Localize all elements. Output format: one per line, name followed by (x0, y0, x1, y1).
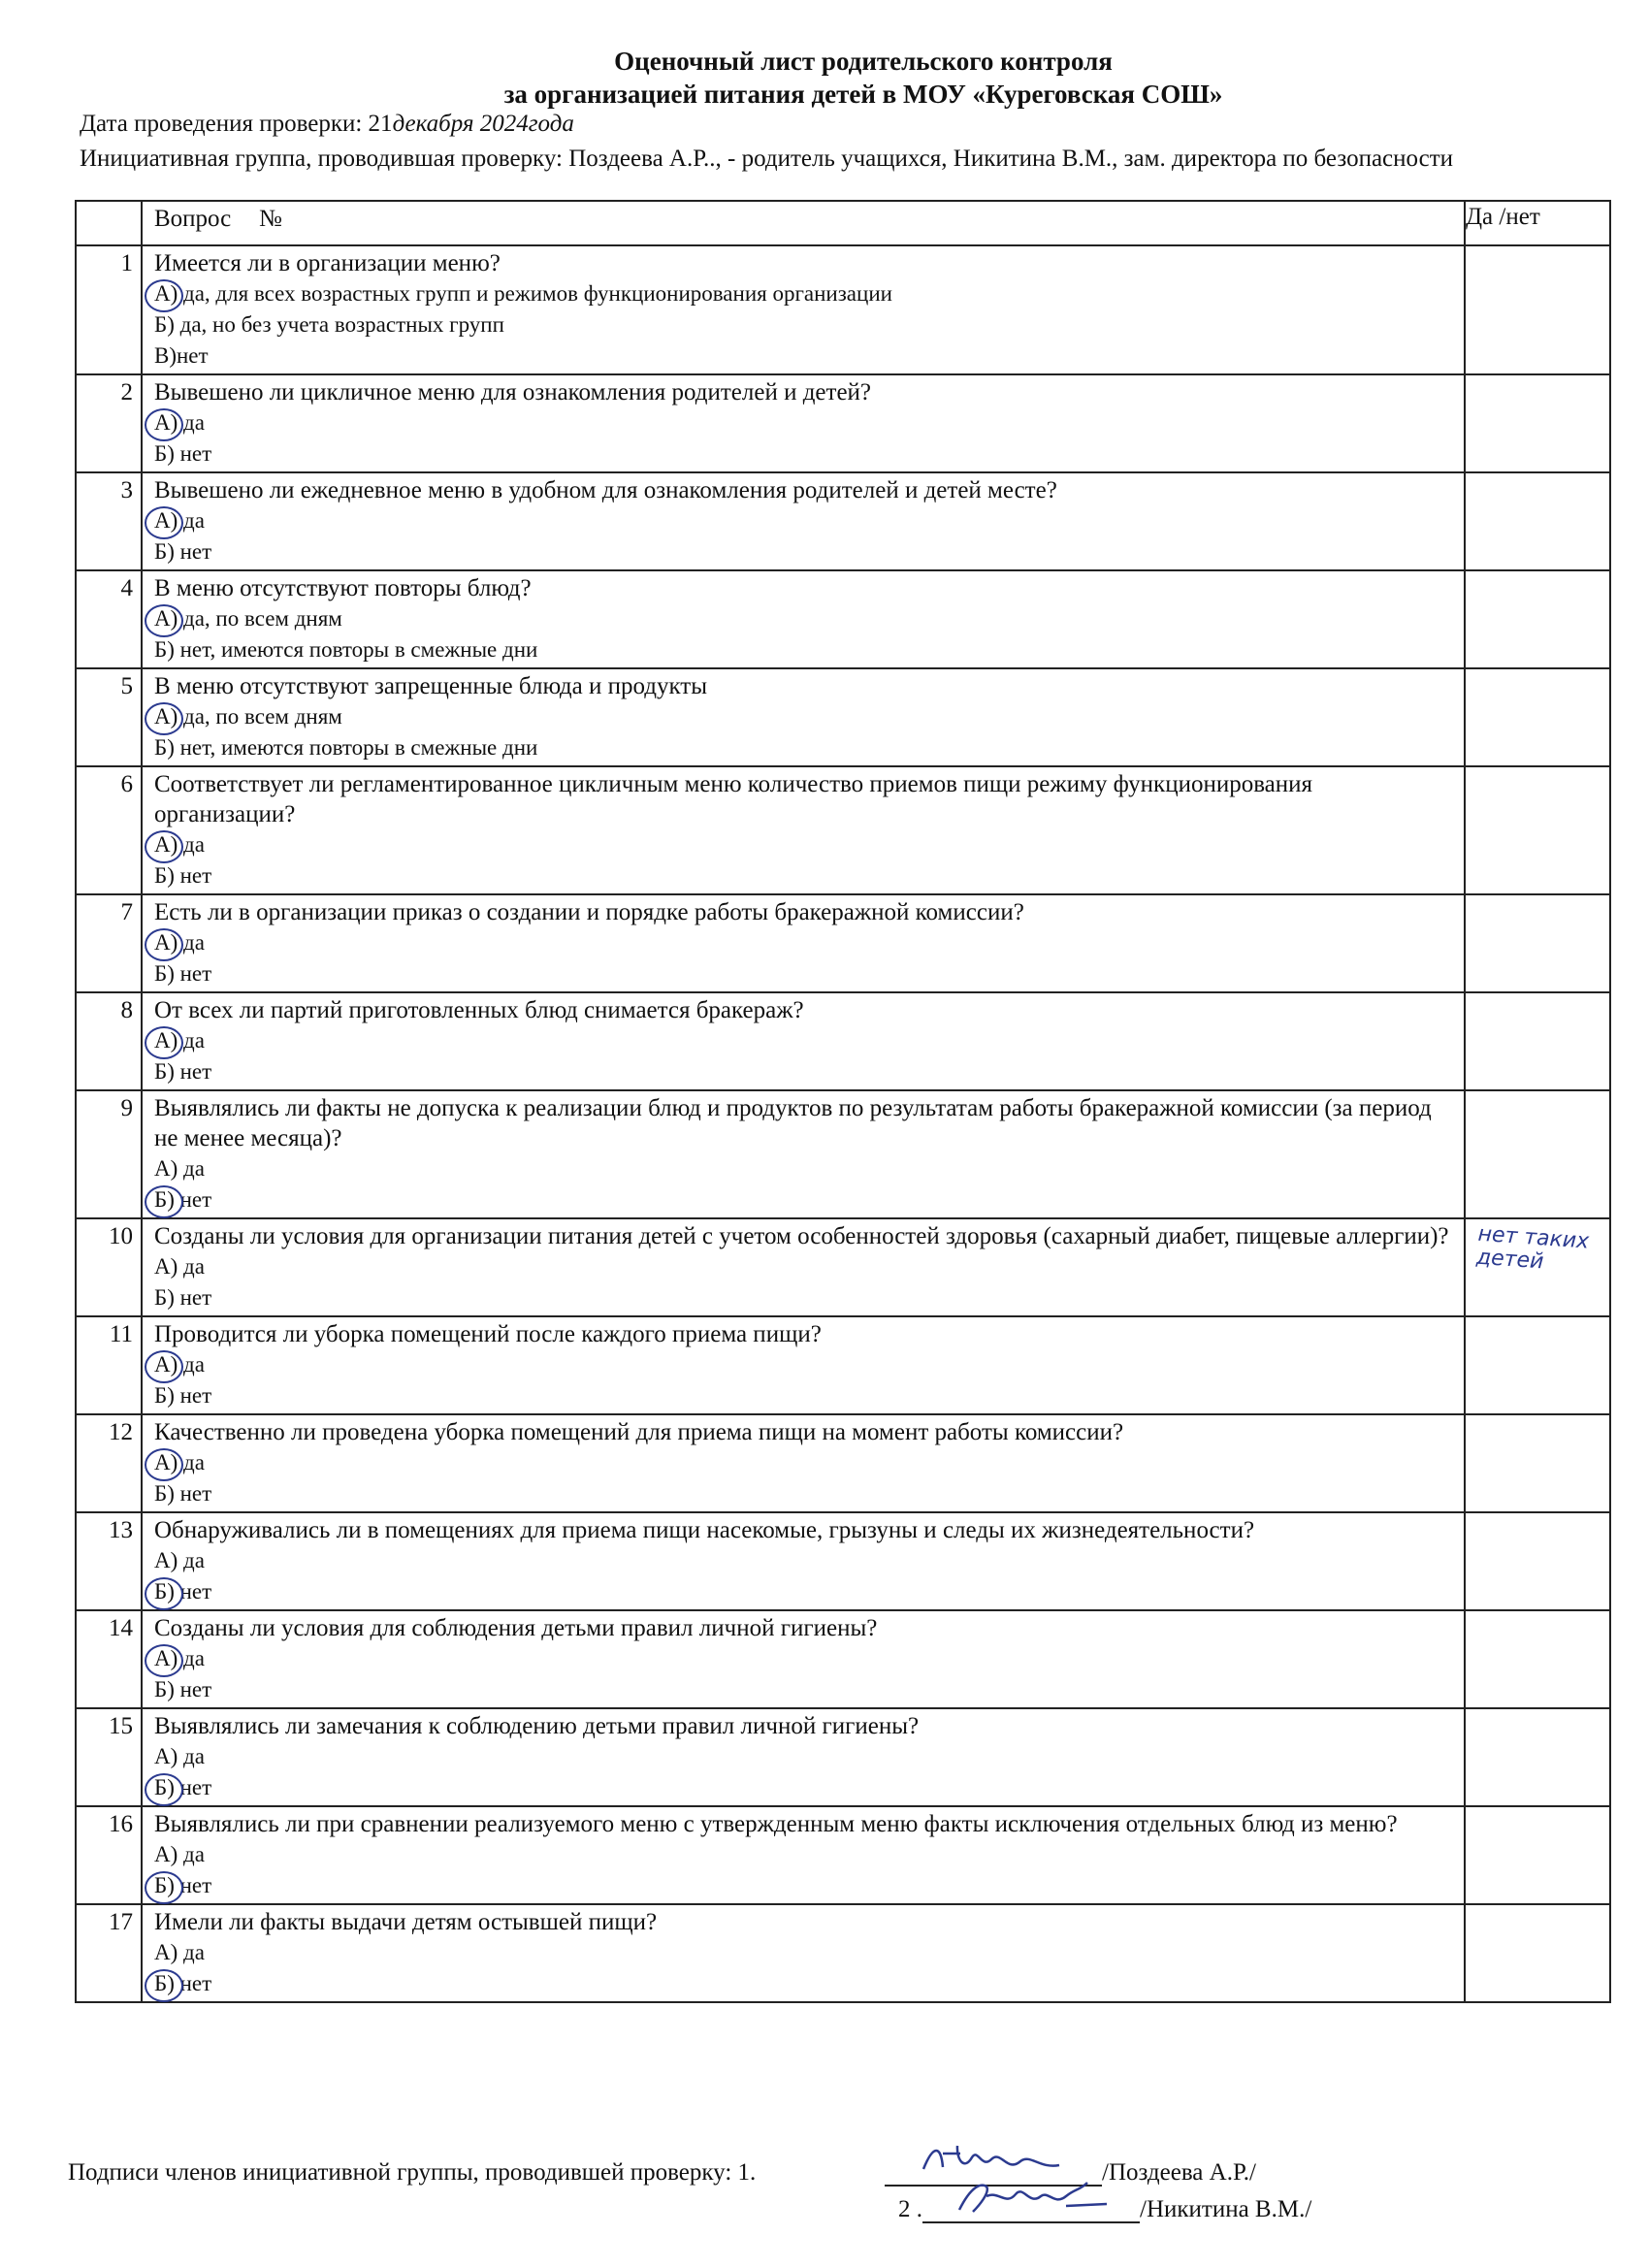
answer-option-selected: Б) нет (154, 1184, 1456, 1215)
row-number: 2 (76, 374, 142, 472)
evaluation-table (75, 200, 1611, 2003)
header-question-cell (142, 201, 1465, 245)
answer-cell (1465, 1806, 1610, 1904)
answer-option: Б) нет (154, 1285, 212, 1310)
question-cell (142, 992, 1465, 1090)
row-number: 11 (76, 1316, 142, 1414)
signature-line-2 (898, 2196, 1311, 2223)
handwritten-signature-2 (952, 2177, 1116, 2219)
table-row (76, 992, 1610, 1090)
document-title-line2: за организацией питания детей в МОУ «Куреговская СОШ» (503, 80, 1223, 109)
question-cell (142, 245, 1465, 374)
table-row (76, 570, 1610, 668)
answer-option-selected: Б) нет (154, 1772, 1456, 1803)
answer-option-selected: А) да (154, 407, 1456, 438)
question-text: Созданы ли условия для соблюдения детьми правил личной гигиены? (154, 1615, 878, 1641)
answer-option-selected: А) да (154, 1447, 1456, 1478)
answer-option-selected: А) да (154, 1025, 1456, 1056)
answer-option: Б) нет (154, 1677, 212, 1701)
answer-option: Б) нет (154, 539, 212, 564)
answer-option-selected: А) да, по всем дням (154, 603, 1456, 634)
answer-option-selected: А) да (154, 1643, 1456, 1674)
question-cell (142, 1512, 1465, 1610)
question-cell (142, 1610, 1465, 1708)
answer-option: Б) нет, имеются повторы в смежные дни (154, 735, 538, 760)
answer-option-selected: А) да, по всем дням (154, 701, 1456, 732)
header-empty-cell (76, 201, 142, 245)
answer-option: А) да (154, 1156, 205, 1181)
answer-option: Б) нет (154, 1383, 212, 1408)
answer-option-selected: Б) нет (154, 1870, 1456, 1901)
answer-cell (1465, 1708, 1610, 1806)
answer-cell (1465, 245, 1610, 374)
question-cell (142, 668, 1465, 766)
question-cell (142, 472, 1465, 570)
question-text: Выявлялись ли при сравнении реализуемого меню с утвержденным меню факты исключения отдельных блюд из меню? (154, 1811, 1398, 1837)
answer-option: А) да (154, 1940, 205, 1964)
row-number: 5 (76, 668, 142, 766)
answer-option: Б) нет (154, 863, 212, 888)
signature-name-1: /Поздеева А.Р./ (1102, 2159, 1256, 2186)
question-text: Выявлялись ли замечания к соблюдению детьми правил личной гигиены? (154, 1713, 920, 1739)
row-number: 10 (76, 1218, 142, 1316)
question-text: Вывешено ли цикличное меню для ознакомления родителей и детей? (154, 379, 872, 405)
answer-option: А) да (154, 1744, 205, 1768)
question-text: Имеется ли в организации меню? (154, 250, 501, 276)
signatures-label: Подписи членов инициативной группы, проводившей проверку: 1. (68, 2159, 757, 2186)
table-row (76, 1218, 1610, 1316)
answer-cell (1465, 1414, 1610, 1512)
answer-cell (1465, 1610, 1610, 1708)
handwritten-note: нет таких детей (1475, 1221, 1590, 1275)
answer-option: А) да (154, 1548, 205, 1572)
answer-option-selected: Б) нет (154, 1576, 1456, 1607)
answer-option-selected: А) да (154, 829, 1456, 860)
answer-option: А) да (154, 1254, 205, 1279)
table-row (76, 1904, 1610, 2002)
table-row (76, 472, 1610, 570)
initiative-group: Инициативная группа, проводившая проверку: Поздеева А.Р.., - родитель учащихся, Никитина В.М., зам. директора по безопасности (80, 146, 1454, 172)
question-text: Есть ли в организации приказ о создании и порядке работы бракеражной комиссии? (154, 899, 1024, 925)
answer-option: Б) нет (154, 441, 212, 466)
table-row (76, 1414, 1610, 1512)
question-text: От всех ли партий приготовленных блюд снимается бракераж? (154, 997, 804, 1023)
question-cell (142, 1218, 1465, 1316)
row-number: 13 (76, 1512, 142, 1610)
date-value: декабря 2024года (392, 111, 574, 137)
answer-cell (1465, 374, 1610, 472)
question-text: В меню отсутствуют запрещенные блюда и продукты (154, 673, 707, 699)
answer-cell (1465, 894, 1610, 992)
document-title-line1: Оценочный лист родительского контроля (614, 47, 1113, 76)
table-row (76, 668, 1610, 766)
table-header-row (76, 201, 1610, 245)
table-row (76, 1316, 1610, 1414)
question-cell (142, 1090, 1465, 1218)
question-cell (142, 374, 1465, 472)
question-text: Проводится ли уборка помещений после каждого приема пищи? (154, 1321, 822, 1347)
answer-cell (1465, 570, 1610, 668)
row-number: 9 (76, 1090, 142, 1218)
row-number: 17 (76, 1904, 142, 2002)
signature-name-2: /Никитина В.М./ (1140, 2196, 1312, 2222)
row-number: 16 (76, 1806, 142, 1904)
answer-option: В)нет (154, 343, 209, 368)
row-number: 14 (76, 1610, 142, 1708)
answer-option-selected: А) да (154, 927, 1456, 958)
header-question: Вопрос (154, 206, 232, 232)
answer-option: Б) нет (154, 1059, 212, 1084)
question-cell (142, 1414, 1465, 1512)
table-row (76, 1610, 1610, 1708)
answer-option: Б) нет, имеются повторы в смежные дни (154, 637, 538, 662)
header-number: № (259, 206, 282, 232)
question-text: В меню отсутствуют повторы блюд? (154, 575, 532, 601)
row-number: 8 (76, 992, 142, 1090)
question-cell (142, 1904, 1465, 2002)
question-text: Имели ли факты выдачи детям остывшей пищи? (154, 1909, 658, 1935)
answer-option: Б) да, но без учета возрастных групп (154, 312, 504, 337)
answer-option: Б) нет (154, 961, 212, 986)
question-text: Выявлялись ли факты не допуска к реализации блюд и продуктов по результатам работы бракеражной комиссии (за период не менее месяца)? (154, 1095, 1432, 1151)
answer-option: А) да (154, 1842, 205, 1866)
question-text: Вывешено ли ежедневное меню в удобном для ознакомления родителей и детей месте? (154, 477, 1057, 503)
question-cell (142, 1316, 1465, 1414)
answer-option-selected: А) да (154, 505, 1456, 536)
answer-cell (1465, 992, 1610, 1090)
answer-option-selected: Б) нет (154, 1968, 1456, 1999)
inspection-date (80, 111, 574, 138)
answer-cell (1465, 766, 1610, 894)
table-row (76, 1090, 1610, 1218)
table-row (76, 766, 1610, 894)
header-answer: Да /нет (1465, 201, 1610, 245)
answer-cell (1465, 1316, 1610, 1414)
signature-number-2: 2 . (898, 2196, 922, 2222)
answer-cell (1465, 1904, 1610, 2002)
question-cell (142, 894, 1465, 992)
question-text: Созданы ли условия для организации питания детей с учетом особенностей здоровья (сахарный диабет, пищевые аллергии)? (154, 1223, 1449, 1249)
answer-cell (1465, 1218, 1610, 1316)
row-number: 3 (76, 472, 142, 570)
table-row (76, 1512, 1610, 1610)
row-number: 12 (76, 1414, 142, 1512)
row-number: 1 (76, 245, 142, 374)
question-text: Качественно ли проведена уборка помещений для приема пищи на момент работы комиссии? (154, 1419, 1124, 1445)
table-row (76, 1708, 1610, 1806)
row-number: 7 (76, 894, 142, 992)
table-row (76, 374, 1610, 472)
row-number: 4 (76, 570, 142, 668)
table-row (76, 894, 1610, 992)
answer-option-selected: А) да, для всех возрастных групп и режимов функционирования организации (154, 278, 1456, 309)
question-cell (142, 766, 1465, 894)
row-number: 15 (76, 1708, 142, 1806)
answer-option-selected: А) да (154, 1349, 1456, 1380)
table-row (76, 245, 1610, 374)
question-cell (142, 1708, 1465, 1806)
question-text: Обнаруживались ли в помещениях для приема пищи насекомые, грызуны и следы их жизнедеятельности? (154, 1517, 1255, 1543)
answer-option: Б) нет (154, 1481, 212, 1506)
row-number: 6 (76, 766, 142, 894)
question-cell (142, 570, 1465, 668)
answer-cell (1465, 472, 1610, 570)
date-label: Дата проведения проверки: 21 (80, 111, 393, 137)
answer-cell (1465, 668, 1610, 766)
question-cell (142, 1806, 1465, 1904)
question-text: Соответствует ли регламентированное цикличным меню количество приемов пищи режиму функционирования организации? (154, 771, 1313, 827)
answer-cell (1465, 1090, 1610, 1218)
signature-blank-2 (922, 2198, 1140, 2223)
answer-cell (1465, 1512, 1610, 1610)
table-row (76, 1806, 1610, 1904)
